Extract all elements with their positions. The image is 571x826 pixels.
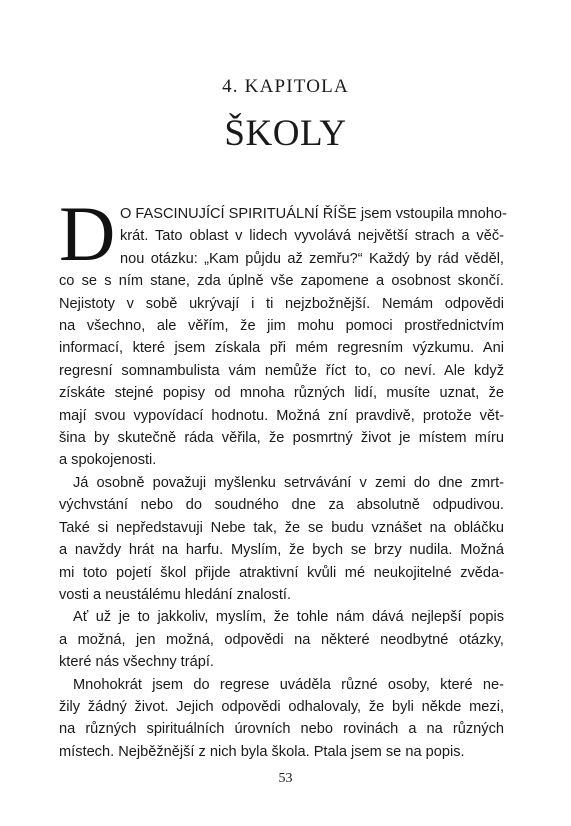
text-line: na všechno, ale věřím, že jim mohu pomoci prostřednictvím — [59, 318, 504, 335]
text-line: co se s ním stane, zda úplně vše zapomene a osobnost skončí. — [59, 273, 504, 290]
text-line: šina by skutečně ráda věřila, že posmrtný život je místem míru — [59, 430, 504, 447]
text-line: mají svou vypovídací hodnotu. Možná zní pravdivě, protože vět- — [59, 407, 504, 424]
text-line: a spokojenosti. — [59, 452, 157, 469]
text-line: Také si nepředstavuji Nebe tak, že se budu vznášet na obláčku — [59, 519, 504, 536]
text-line: vosti a neustálému hledání znalostí. — [59, 586, 292, 603]
page-number: 53 — [278, 771, 293, 786]
text-line: a navždy hrát na harfu. Myslím, že bych se brzy nudila. Možná — [59, 542, 504, 559]
text-line: Mnohokrát jsem do regrese uváděla různé osoby, které ne- — [73, 676, 504, 693]
paragraph-3 — [59, 606, 504, 673]
text-line: O FASCINUJÍCÍ SPIRITUÁLNÍ ŘÍŠE jsem vstoupila mnoho- — [120, 206, 507, 222]
chapter-title: ŠKOLY — [224, 113, 347, 154]
paragraph-1 — [59, 203, 507, 472]
text-line: žily žádný život. Jejich odpovědi odhalovaly, že byli někde mezi, — [59, 698, 504, 715]
text-line: které nás všechny trápí. — [59, 654, 214, 671]
paragraph-4 — [59, 674, 504, 764]
text-line: Ať už je to jakkoliv, myslím, že tohle nám dává nejlepší popis — [73, 609, 504, 626]
text-line: na různých spirituálních úrovních nebo rovinách a na různých — [59, 721, 504, 738]
text-line: Já osobně považuji myšlenku setrvávání v zemi do dne zmrt- — [73, 474, 504, 491]
text-line: a možná, jen možná, odpovědi na některé neodbytné otázky, — [59, 631, 504, 648]
text-line: krát. Tato oblast v lidech vyvolává největší strach a věč- — [120, 228, 504, 245]
paragraph-2 — [59, 472, 504, 606]
drop-cap: D — [59, 190, 116, 277]
text-line: informací, které jsem získala při mém regresním výzkumu. Ani — [59, 340, 504, 357]
text-line: místech. Nejběžnější z nich byla škola. Ptala jsem se na popis. — [59, 743, 465, 760]
chapter-label: 4. KAPITOLA — [222, 76, 349, 97]
text-line: regresní somnambulista vám nemůže říct to, co neví. Ale když — [59, 362, 504, 379]
chapter-body — [59, 190, 507, 763]
text-line: mi toto pojetí škol přijde atraktivní kvůli mé neukojitelné zvěda- — [59, 564, 504, 581]
text-line: výchvstání nebo do soudného dne za absolutně odpudivou. — [59, 497, 504, 514]
text-line: Nejistoty v sobě ukrývají i ti nejzbožnější. Nemám odpovědi — [59, 295, 504, 312]
text-line: získáte stejné popisy od mnoha různých lidí, musíte uznat, že — [59, 385, 504, 402]
text-line: nou otázku: „Kam půjdu až zemřu?“ Každý by rád věděl, — [120, 250, 504, 267]
